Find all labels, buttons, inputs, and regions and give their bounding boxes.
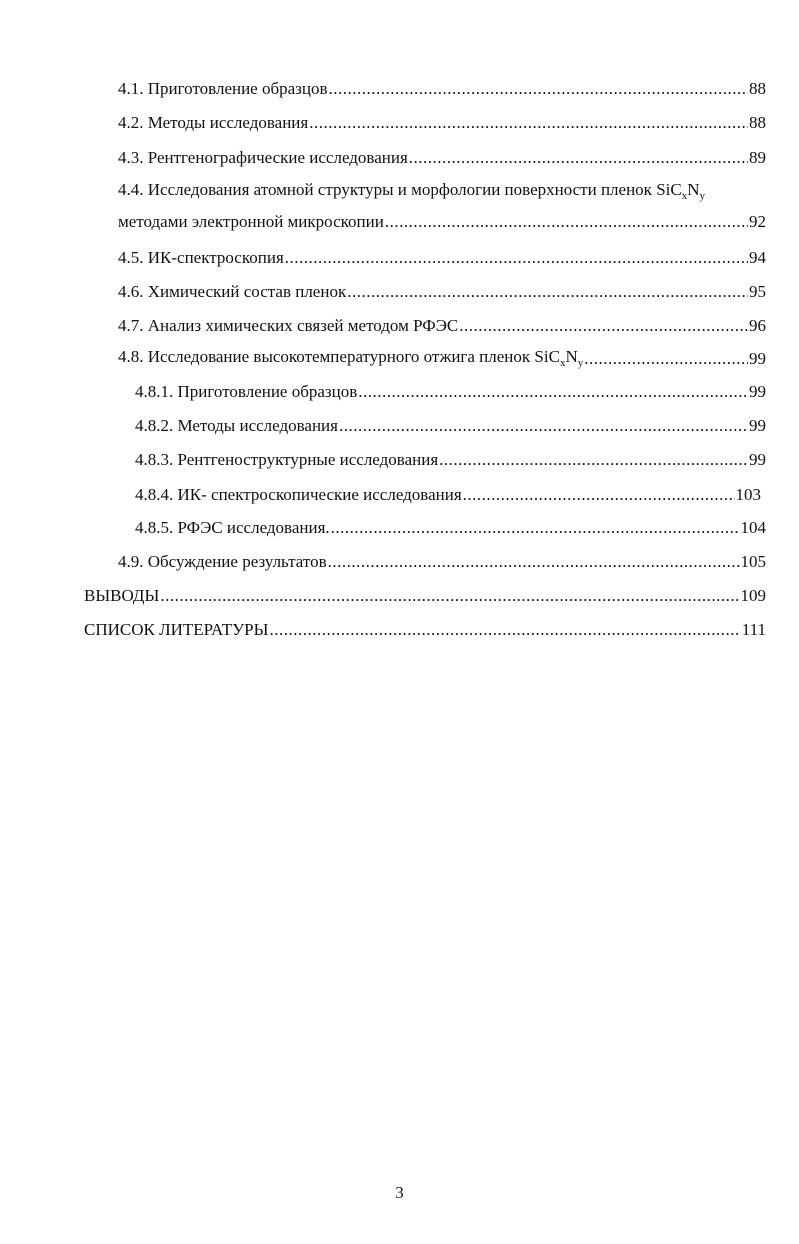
toc-leader-dots bbox=[328, 551, 740, 573]
toc-entry-title: 4.3. Рентгенографические исследования bbox=[118, 148, 408, 167]
toc-leader-dots bbox=[331, 517, 740, 539]
toc-entry-4-5 bbox=[118, 239, 766, 269]
toc-leader-dots bbox=[309, 112, 748, 134]
toc-entry-4-7 bbox=[118, 307, 766, 337]
toc-leader-dots bbox=[358, 381, 748, 403]
toc-entry-4-4 bbox=[118, 173, 766, 233]
toc-leader-dots bbox=[329, 78, 748, 100]
toc-entry-page: 89 bbox=[749, 148, 766, 167]
toc-entry-title: 4.8. Исследование высокотемпературного отжига пленок $SiC_xN_y$ bbox=[118, 347, 584, 369]
page-number: 3 bbox=[395, 1183, 404, 1202]
toc-leader-dots bbox=[285, 247, 748, 269]
toc-entry-title: 4.8.3. Рентгеноструктурные исследования bbox=[135, 450, 439, 469]
toc-entry-conclusions bbox=[84, 577, 766, 607]
toc-leader-dots bbox=[385, 211, 748, 233]
toc-entry-title: 4.2. Методы исследования bbox=[118, 113, 309, 132]
toc-entry-line2 bbox=[118, 203, 766, 233]
toc-leader-dots bbox=[269, 619, 740, 641]
toc-entry-page: 95 bbox=[749, 282, 766, 301]
toc-entry-page: 92 bbox=[749, 212, 766, 231]
toc-entry-title-line2: методами электронной микроскопии bbox=[118, 212, 384, 231]
toc-entry-page: 105 bbox=[740, 552, 766, 571]
toc-leader-dots bbox=[459, 315, 748, 337]
toc-leader-dots bbox=[160, 585, 739, 607]
toc-entry-title: 4.8.5. РФЭС исследования. bbox=[135, 518, 330, 537]
toc-entry-title-line1: 4.4. Исследования атомной структуры и морфологии поверхности пленок $SiC_xN_y$ bbox=[118, 180, 705, 202]
toc-entry-page: 88 bbox=[749, 79, 766, 98]
toc-entry-title: 4.5. ИК-спектроскопия bbox=[118, 248, 284, 267]
toc-entry-4-1 bbox=[118, 70, 766, 100]
toc-entry-title: СПИСОК ЛИТЕРАТУРЫ bbox=[84, 620, 269, 639]
toc-entry-title: ВЫВОДЫ bbox=[84, 586, 160, 605]
toc-entry-page: 99 bbox=[749, 450, 766, 469]
toc-entry-page: 99 bbox=[749, 416, 766, 435]
toc-entry-4-2 bbox=[118, 104, 766, 134]
toc-entry-4-8-3 bbox=[135, 441, 766, 471]
toc-entry-title: 4.1. Приготовление образцов bbox=[118, 79, 328, 98]
toc-entry-title: 4.8.4. ИК- спектроскопические исследования bbox=[135, 485, 462, 504]
toc-leader-dots bbox=[339, 415, 748, 437]
toc-entry-page: 104 bbox=[740, 518, 766, 537]
toc-entry-title: 4.8.2. Методы исследования bbox=[135, 416, 338, 435]
toc-entry-title: 4.9. Обсуждение результатов bbox=[118, 552, 327, 571]
toc-entry-page: 96 bbox=[749, 316, 766, 335]
toc-leader-dots bbox=[347, 281, 748, 303]
toc-entry-page: 103 bbox=[735, 485, 761, 504]
toc-entry-page: 99 bbox=[749, 382, 766, 401]
toc-leader-dots bbox=[439, 449, 748, 471]
toc-entry-4-8-2 bbox=[135, 407, 766, 437]
toc-entry-4-9 bbox=[118, 543, 766, 573]
toc-entry-title: 4.6. Химический состав пленок bbox=[118, 282, 347, 301]
toc-entry-title: 4.7. Анализ химических связей методом РФЭС bbox=[118, 316, 459, 335]
toc-entry-page: 94 bbox=[749, 248, 766, 267]
toc-entry-references bbox=[84, 611, 766, 641]
toc-leader-dots bbox=[584, 348, 748, 370]
toc-entry-4-8 bbox=[118, 340, 766, 370]
toc-entry-4-6 bbox=[118, 273, 766, 303]
toc-entry-4-3 bbox=[118, 139, 766, 169]
toc-entry-page: 88 bbox=[749, 113, 766, 132]
toc-leader-dots bbox=[463, 484, 735, 506]
toc-leader-dots bbox=[409, 147, 748, 169]
toc-entry-page: 99 bbox=[749, 349, 766, 368]
toc-entry-page: 109 bbox=[740, 586, 766, 605]
toc-entry-page: 111 bbox=[741, 620, 766, 639]
toc-entry-4-8-5 bbox=[135, 509, 766, 539]
toc-entry-4-8-4 bbox=[135, 476, 761, 506]
toc-entry-4-8-1 bbox=[135, 373, 766, 403]
toc-entry-line1 bbox=[118, 173, 766, 203]
toc-entry-title: 4.8.1. Приготовление образцов bbox=[135, 382, 358, 401]
